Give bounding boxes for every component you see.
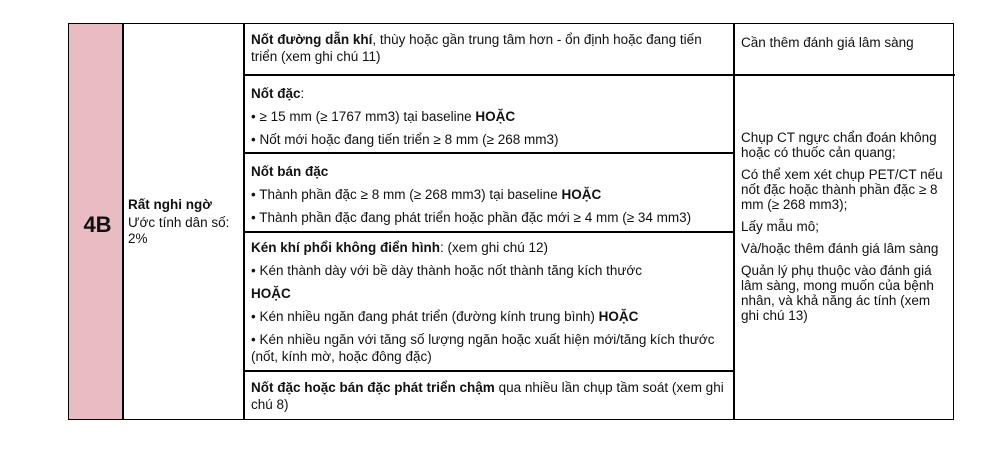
finding-cyst-note: : (xem ghi chú 12)	[440, 240, 549, 255]
row-divider	[243, 74, 955, 76]
finding-solid-item: • Nốt mới hoặc đang tiến triển ≥ 8 mm (≥ 268 mm3)	[251, 132, 559, 147]
finding-airway-title: Nốt đường dẫn khí	[251, 32, 373, 47]
recommendation-airway	[735, 33, 953, 52]
finding-solid	[245, 79, 732, 154]
finding-cyst-or: HOẶC	[251, 286, 291, 301]
lung-rads-table	[68, 23, 954, 420]
finding-partsolid	[245, 157, 732, 232]
recommendation-item: Và/hoặc thêm đánh giá lâm sàng	[741, 241, 939, 256]
recommendation-item: Có thể xem xét chụp PET/CT nếu nốt đặc hoặc thành phần đặc ≥ 8 mm (≥ 268 mm3);	[741, 167, 943, 212]
finding-solid-colon: :	[300, 86, 305, 101]
recommendation-airway-text: Cần thêm đánh giá lâm sàng	[741, 35, 914, 50]
finding-cyst-item: • Kén thành dày với bề dày thành hoặc nốt thành tăng kích thước	[251, 263, 642, 278]
finding-cyst-title: Kén khí phổi không điển hình	[251, 240, 440, 255]
finding-cyst-item: • Kén nhiều ngăn với tăng số lượng ngăn hoặc xuất hiện mới/tăng kích thước (nốt, kính mờ, hoặc đông đặc)	[251, 332, 715, 364]
finding-solid-item: • ≥ 15 mm (≥ 1767 mm3) tại baseline HOẶC	[251, 109, 516, 124]
population-estimate: Ước tính dân số: 2%	[128, 214, 230, 246]
finding-airway	[245, 28, 732, 68]
finding-partsolid-item: • Thành phần đặc đang phát triển hoặc phần đặc mới ≥ 4 mm (≥ 34 mm3)	[251, 210, 692, 225]
category-code: 4B	[83, 211, 112, 237]
finding-partsolid-item: • Thành phần đặc ≥ 8 mm (≥ 268 mm3) tại baseline HOẶC	[251, 187, 602, 202]
recommendation-item: Chụp CT ngực chẩn đoán không hoặc có thuốc cản quang;	[741, 130, 937, 160]
row-divider	[243, 231, 735, 233]
category-description	[123, 24, 243, 419]
category-cell	[69, 24, 122, 419]
finding-slow-text: qua nhiều lần chụp tầm soát (xem ghi chú 8)	[251, 380, 724, 412]
finding-airway-text: , thùy hoặc gần trung tâm hơn - ổn định hoặc đang tiến triển (xem ghi chú 11)	[251, 32, 702, 64]
row-divider	[243, 370, 735, 372]
recommendation-list	[735, 128, 953, 332]
finding-cyst-item: • Kén nhiều ngăn đang phát triển (đường kính trung bình) HOẶC	[251, 309, 639, 324]
row-divider	[243, 152, 735, 154]
category-title: Rất nghi ngờ	[128, 196, 212, 212]
recommendation-item: Lấy mẫu mô;	[741, 219, 820, 234]
finding-cyst	[245, 236, 732, 368]
finding-solid-title: Nốt đặc	[251, 86, 301, 101]
finding-partsolid-title: Nốt bán đặc	[251, 164, 329, 179]
finding-slow-growth	[245, 376, 732, 416]
recommendation-item: Quản lý phụ thuộc vào đánh giá lâm sàng, mong muốn của bệnh nhân, và khả năng ác tính (xem ghi chú 13)	[741, 263, 934, 323]
finding-slow-title: Nốt đặc hoặc bán đặc phát triển chậm	[251, 380, 495, 395]
